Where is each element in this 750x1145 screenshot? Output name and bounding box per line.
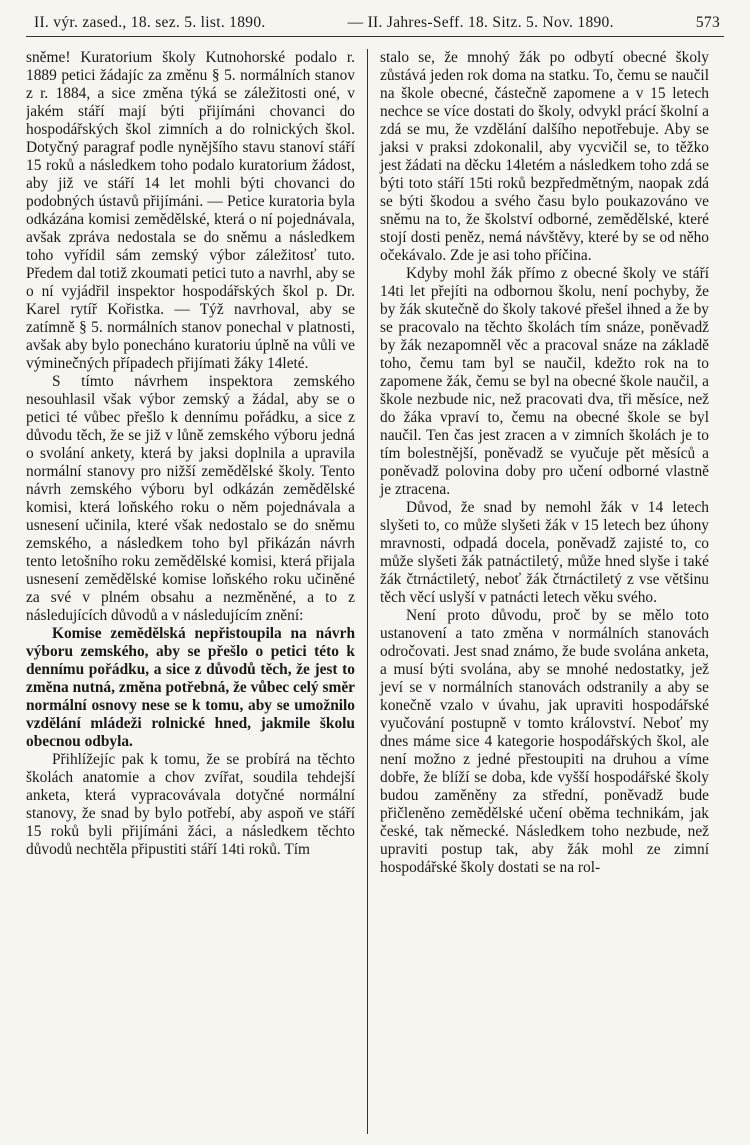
left-column (26, 49, 363, 1134)
header-center: — II. Jahres-Seff. 18. Sitz. 5. Nov. 1890. (347, 14, 614, 31)
right-column (372, 49, 709, 1134)
paragraph: Není proto důvodu, proč by se mělo toto ustanovení a tato změna v normálních stanovách odročovati. Jest snad známo, že bude svolána anketa, a musí býti svolána, aby se mnohé nedostatky, jež jeví se v normálních stanovách odstranily a aby se konečně vzalo v úvahu, jak upraviti hospodářské vyučování postupně v tomto království. Neboť my dnes máme sice 4 kategorie hospodářských škol, ale není možno z jedné přestoupiti na druhou a víme dobře, že blíží se doba, kde vyšší hospodářské školy budou zaměněny za střední, poněvadž bude přičleněno zemědělské učení oběma technikám, jak české, tak německé. Následkem toho nezbude, než upraviti postup tak, aby žák mohl ze zimní hospodářské školy dostati se na rol- (380, 607, 709, 876)
text-columns (26, 49, 724, 1134)
header-left: II. výr. zased., 18. sez. 5. list. 1890. (34, 14, 266, 31)
paragraph: Důvod, že snad by nemohl žák v 14 letech slyšeti to, co může slyšeti žák v 15 letech bez úhony mravnosti, odpadá docela, poněvadž zajisté to, co může slyšeti žák patnáctiletý, může hned slyše i také žák čtrnáctiletý, neboť žák čtrnáctiletý z vse většinu těch věcí uslyší v patnácti letech věku svého. (380, 499, 709, 606)
paragraph: Kdyby mohl žák přímo z obecné školy ve stáří 14ti let přejíti na odbornou školu, není pochyby, že by žák skutečně do školy takové přešel ihned a že by se pracovalo na těchto školách tím snáze, poněvadž by žák nezapomněl věc a pracoval snáze na základě toho, čemu tam byl se naučil, kdežto rok na to zapomene žák, čemu se byl na obecné škole naučil, a škole nezbude nic, než pracovati dva, tři měsíce, než do žáka vpraví to, čemu na obecné škole se byl naučil. Ten čas jest zracen a v zimních školách je to tím bolestnější, poněvadž se vyučuje pět měsíců a poněvadž polovina doby pro učení odborné vlastně je ztracena. (380, 265, 709, 498)
column-divider (367, 49, 368, 1134)
paragraph: S tímto návrhem inspektora zemského nesouhlasil však výbor zemský a žádal, aby se o petici té vůbec přešlo k dennímu pořádku, a sice z důvodu těch, že se již v lůně zemského výboru jedná o svolání ankety, která by jaksi doplnila a upravila normální stanovy pro nižší zemědělské školy. Tento návrh zemského výboru byl odkázán zemědělské komisi, která loňského roku o něm pojednávala a usnesení učinila, které však nedostalo se do sněmu zemského, a následkem toho byl přikázán návrh tento letošního roku zemědělské komisi, která přijala usnesení zemědělské komise loňského roku učiněné za své v plném obsahu a nezměněné, a to z následujících důvodů a v následujícím znění: (26, 373, 355, 624)
paragraph: Komise zemědělská nepřistoupila na návrh výboru zemského, aby se přešlo o petici této k dennímu pořádku, a sice z důvodů těch, že jest to změna nutná, změna potřebná, že vůbec celý směr normální osnovy nese se k tomu, aby se umožnilo vzdělání mládeži rolnické hned, jakmile školu obecnou odbyla. (26, 625, 355, 750)
running-header (26, 14, 724, 37)
page-number: 573 (695, 14, 720, 31)
paragraph: stalo se, že mnohý žák po odbytí obecné školy zůstává jeden rok doma na statku. To, čemu se naučil na škole obecné, částečně zapomene a v 15 letech nechce se více dostati do školy, odvykl prácí školní a zdá se mu, že vzdělání dalšího nepotřebuje. Aby se jaksi v praksi zdokonalil, aby vycvičil se, to těžko jest žádati na děcku 14letém a následkem toho zdá se býti toto stáří 15ti roků bezpředmětným, naopak zdá se býti škodou a svého času bylo poukazováno ve sněmu na to, že školství odborné, zemědělské, které stojí dosti peněz, nemá návštěvy, které by se od něho očekávalo. Zde je asi toho příčina. (380, 49, 709, 264)
paragraph: sněme! Kuratorium školy Kutnohorské podalo r. 1889 petici žádajíc za změnu § 5. normálních stanov z r. 1884, a sice změna týká se záležitosti oné, v jakém stáří mají býti přijímáni chovanci do hospodářských škol zimních a do rolnických škol. Dotyčný paragraf podle nynějšího stavu stanoví stáří 15 roků a následkem toho podalo kuratorium žádost, aby již ve stáří 14 let mohli býti chovanci do podobných ústavů přijímáni. — Petice kuratoria byla odkázána komisi zemědělské, která o ní pojednávala, avšak zpráva nedostala se do sněmu a následkem toho vyřídil sám zemský výbor záležitosť tuto. Předem dal totiž zkoumati petici tuto a navrhl, aby se o ní vyjádřil inspektor hospodářských škol p. Dr. Karel rytíř Kořistka. — Týž navrhoval, aby se zatímně § 5. normálních stanov ponechal v platnosti, avšak aby bylo ponecháno kuratoriu úplně na vůli ve výminečných případech přijímati žáky 14leté. (26, 49, 355, 372)
paragraph: Přihlížejíc pak k tomu, že se probírá na těchto školách anatomie a chov zvířat, soudila tehdejší anketa, která vypracovávala dotyčné normální stanovy, že snad by bylo potřebí, aby aspoň ve stáří 15 roků byli přijímáni žáci, a následkem těchto důvodů nechtěla připustiti stáří 14ti roků. Tím (26, 751, 355, 858)
